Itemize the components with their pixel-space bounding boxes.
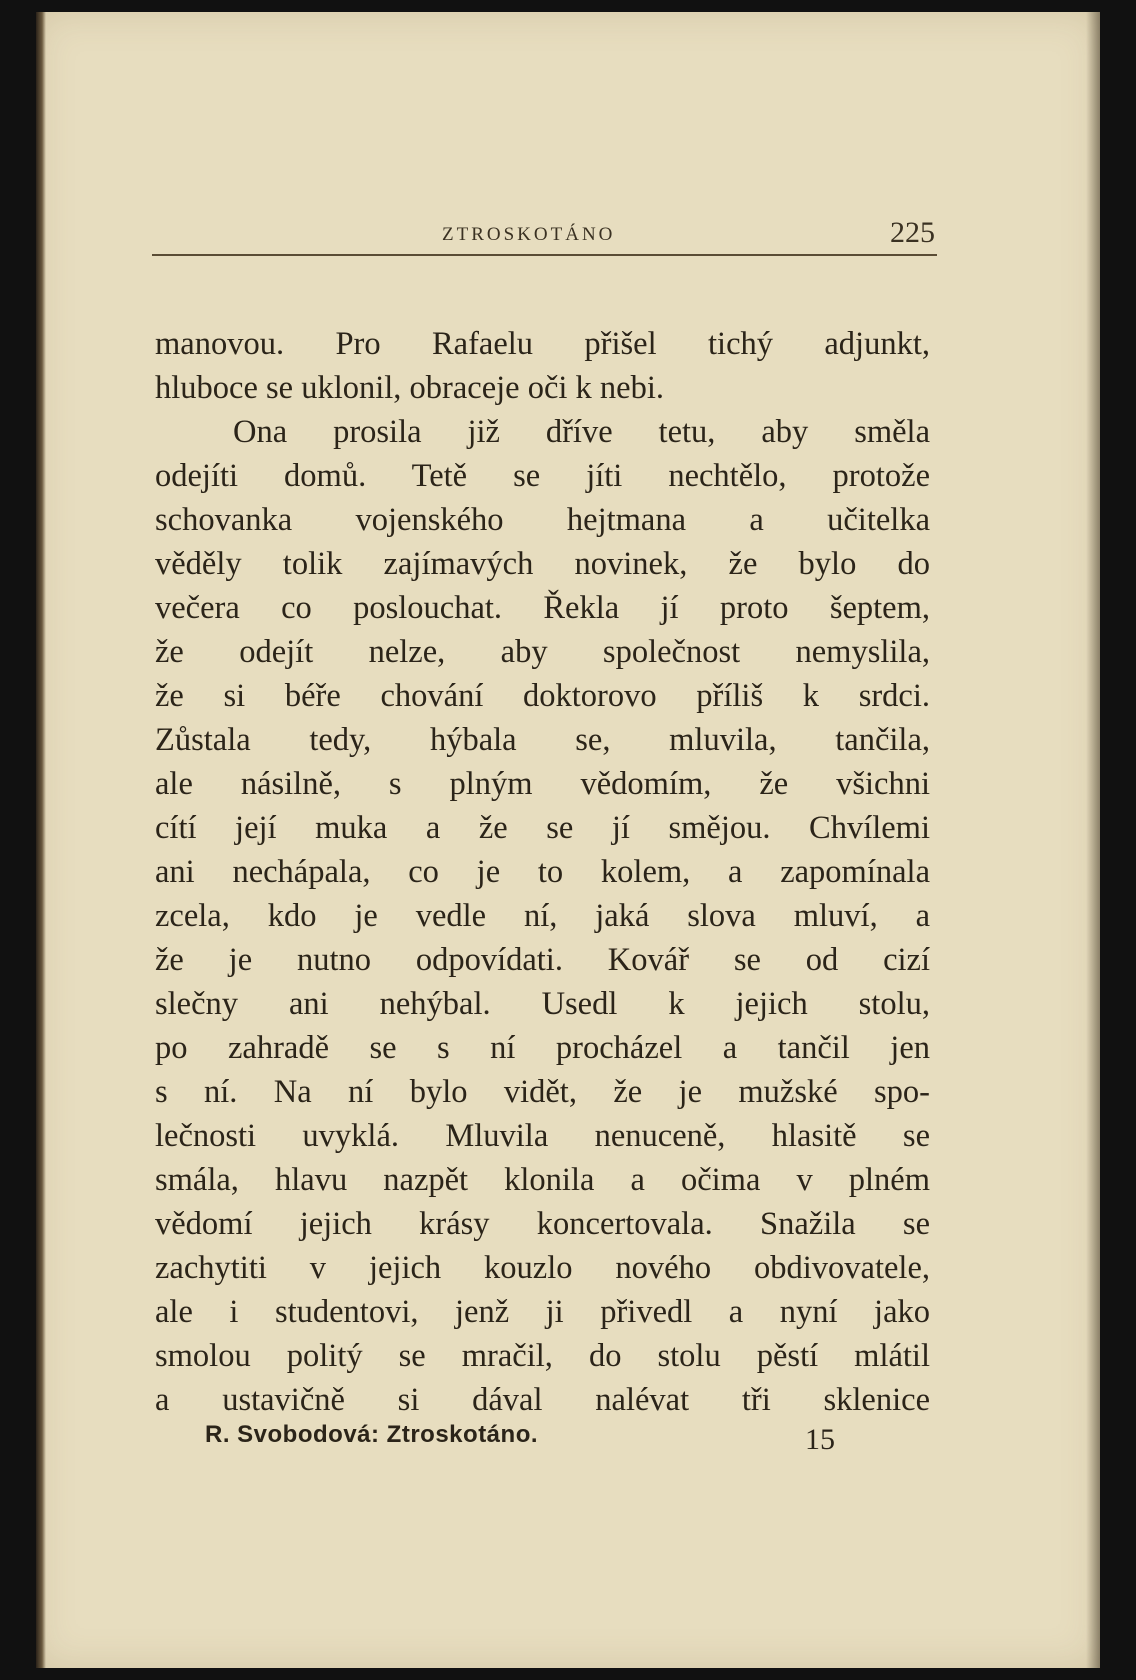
text-line: schovanka vojenského hejtmana a učitelka [155, 502, 930, 538]
text-line: ale i studentovi, jenž ji přivedl a nyní jako [155, 1294, 930, 1330]
text-line: že je nutno odpovídati. Kovář se od cizí [155, 942, 930, 978]
header-rule [152, 254, 937, 256]
text-line: večera co poslouchat. Řekla jí proto šeptem, [155, 590, 930, 626]
text-line: ale násilně, s plným vědomím, že všichni [155, 766, 930, 802]
text-line: zcela, kdo je vedle ní, jaká slova mluví, a [155, 898, 930, 934]
text-line: manovou. Pro Rafaelu přišel tichý adjunkt, [155, 326, 930, 362]
text-line: že odejít nelze, aby společnost nemyslila, [155, 634, 930, 670]
text-line: ani nechápala, co je to kolem, a zapomínala [155, 854, 930, 890]
printer-signature: R. Svobodová: Ztroskotáno. [205, 1421, 539, 1448]
text-line: že si béře chování doktorovo příliš k srdci. [155, 678, 930, 714]
text-line: slečny ani nehýbal. Usedl k jejich stolu, [155, 986, 930, 1022]
running-title: ZTROSKOTÁNO [442, 224, 616, 245]
text-line: odejíti domů. Tetě se jíti nechtělo, protože [155, 458, 930, 494]
signature-number: 15 [805, 1423, 835, 1456]
text-line: smála, hlavu nazpět klonila a očima v plném [155, 1162, 930, 1198]
page-footer [205, 1417, 835, 1457]
text-line: věděly tolik zajímavých novinek, že bylo do [155, 546, 930, 582]
text-line: cítí její muka a že se jí smějou. Chvílemi [155, 810, 930, 846]
text-line: lečnosti uvyklá. Mluvila nenuceně, hlasitě se [155, 1118, 930, 1154]
text-line: a ustavičně si dával nalévat tři sklenice [155, 1382, 930, 1418]
text-line: smolou politý se mračil, do stolu pěstí mlátil [155, 1338, 930, 1374]
page-number: 225 [890, 216, 935, 249]
text-line: vědomí jejich krásy koncertovala. Snažila se [155, 1206, 930, 1242]
text-line: s ní. Na ní bylo vidět, že je mužské spo- [155, 1074, 930, 1110]
page-edge-shadow [1086, 12, 1100, 1668]
body-text [155, 322, 930, 1422]
text-line: zachytiti v jejich kouzlo nového obdivovatele, [155, 1250, 930, 1286]
text-line: po zahradě se s ní procházel a tančil jen [155, 1030, 930, 1066]
page-spine-edge [36, 12, 46, 1668]
text-line: hluboce se uklonil, obraceje oči k nebi. [155, 370, 665, 406]
page-header [152, 212, 937, 256]
text-line: Ona prosila již dříve tetu, aby směla [233, 414, 930, 450]
text-line: Zůstala tedy, hýbala se, mluvila, tančila, [155, 722, 930, 758]
